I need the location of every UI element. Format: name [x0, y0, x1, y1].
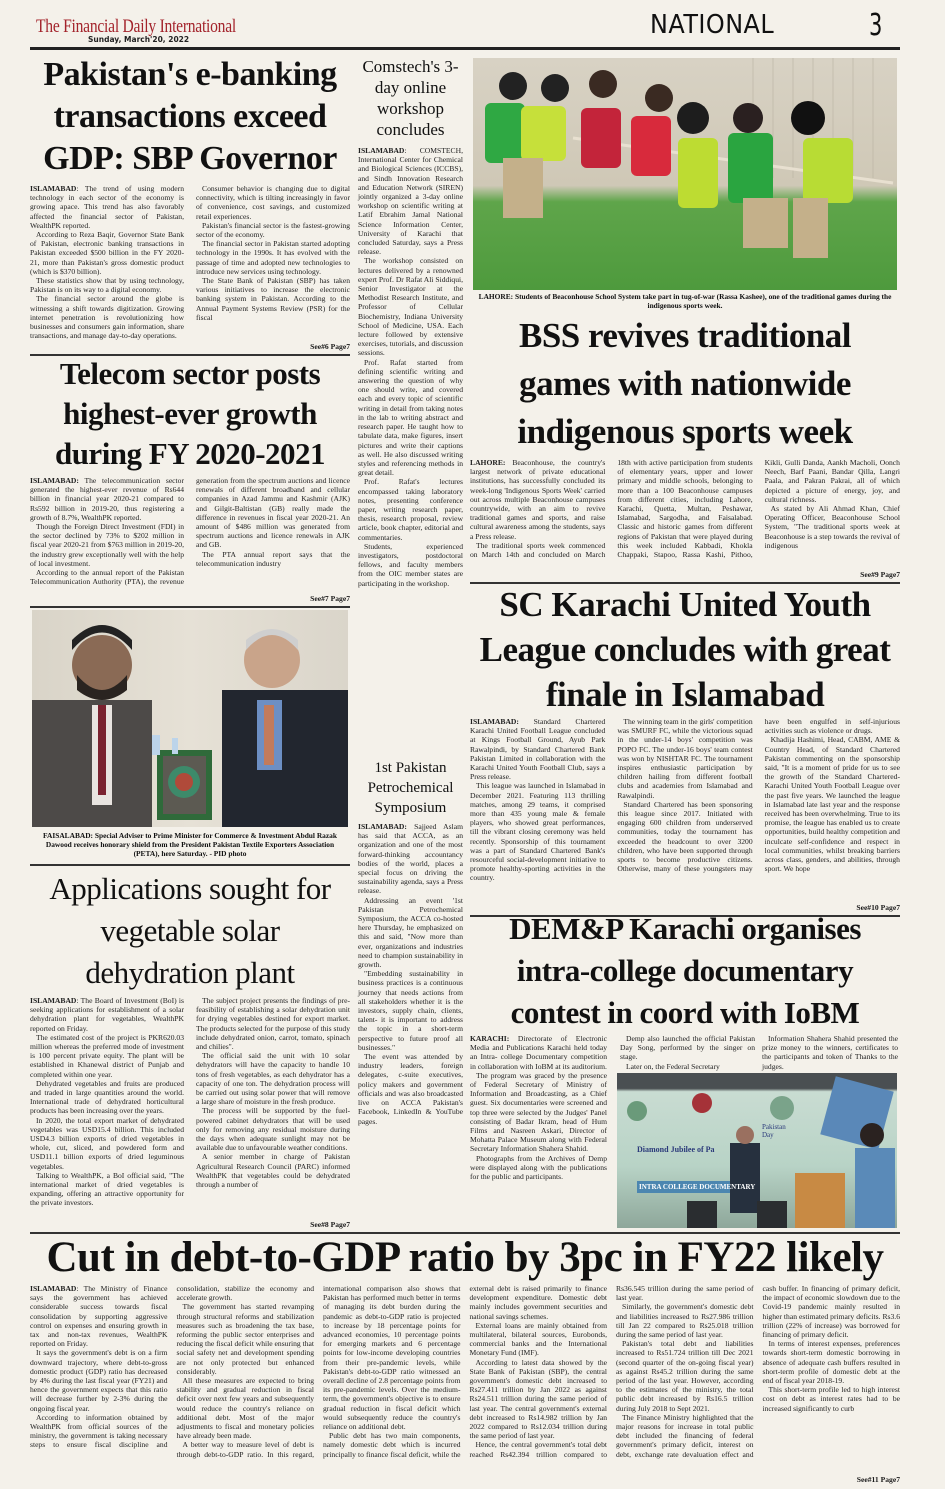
paragraph: According to information obtained by WealthPK from official sources of the ministry, the government is taking necessary steps to ensure fiscal discipline and consolidation, stabilize the economy and accelerate growth.: [30, 1284, 314, 1450]
bss-photo: [473, 58, 897, 290]
masthead-date: Sunday, March'20, 2022: [88, 35, 190, 44]
headline: DEM&P Karachi organises intra-college documentary contest in coord with IoBM: [509, 911, 861, 1030]
paragraph: In 2020, the total export market of dehydrated vegetables was USD15.4 billion. This included USD4.3 billion exports of dried vegetables in whole, cut, sliced, and powdered form and USD11.1 billion exports of dried leguminous vegetables.: [30, 1115, 184, 1171]
paragraph: Pakistan's total debt and liabilities increased to Rs51.724 trillion till Dec 2021 (second quarter of the on-going fiscal year) as against Rs45.2 trillion during the same period of the last year. However, according to the estimates of the ministry, the total public debt increased by Rs16.5 trillion during July 2018 to Sept 2021.: [616, 1339, 754, 1413]
paragraph: ISLAMABAD: Sajjeed Aslam has said that ACCA, as an organization and one of the most forward-thinking accountancy bodies of the world, places a special focus on driving the sustainability agenda, says a Press release.: [358, 822, 463, 896]
paragraph: ISLAMABAD: The Board of Investment (BoI) is seeking applications for establishment of a solar dehydration plant for vegetables, WealthPK reported on Friday.: [30, 996, 184, 1033]
paragraph: As stated by Ali Ahmad Khan, Chief Operating Officer, Beaconhouse School System, "The traditional sports week at Beaconhouse is a step towards the revival of indigenous: [764, 504, 900, 550]
dateline: ISLAMABAD: [30, 996, 77, 1005]
paragraph: Pakistan's financial sector is the fastest-growing sector of the economy.: [196, 220, 350, 240]
continued-link[interactable]: See#6 Page7: [310, 342, 350, 351]
paragraph: The winning team in the girls' competition was SMURF FC, while the victorious squad in the under-14 boys' competition was POPO FC. The under-16 boys' team contest was won by NISHTAR FC. The tournament inspires enthusiastic participation by children hailing from different football clubs and academies from Islamabad and Rawalpindi.: [617, 717, 753, 800]
paragraph: The program was graced by the presence of Federal Secretary of Ministry of Information and Broadcasting, as a Chief guest. Six documentaries were screened and top three were selected by the Judges' Panel consisting of Badar Ikram, head of Hum Films and Nasreen Askari, Director of Mohatta Palace Museum along with Federal Secretary Information Shahera Shahid.: [470, 1070, 607, 1154]
paragraph: It says the government's debt is on a firm downward trajectory, where debt-to-gross domestic product (GDP) ratio has decreased by 4% during the last fiscal year (FY21) and hence the government expects that this ratio will decrease further by 2-3% during the ongoing fiscal year.: [30, 1348, 168, 1413]
paragraph: Consumer behavior is changing due to digital connectivity, which is tilting increasingly in favor of convenience, cost savings, and customized retail experiences.: [196, 184, 350, 221]
photo-illustration: [32, 610, 348, 827]
article-body: [30, 1284, 900, 1477]
paragraph: ISLAMABAD: The Ministry of Finance says the government has achieved considerable success towards fiscal consolidation by supporting aggressive control on expenses and ensuring growth in tax and non-tax revenues, WealthPK reported on Friday.: [30, 1284, 168, 1349]
paragraph: The subject project presents the findings of pre-feasibility of establishing a solar dehydration unit for drying vegetables destined for export market. The products selected for the purpose of this study include dehydrated onion, carrot, tomato, spinach and chilies".: [196, 996, 350, 1052]
paragraph: According to Reza Baqir, Governor State Bank of Pakistan, electronic banking transactions in Pakistan exceeded $500 billion in the FY 2020-21, more than Pakistan's gross domestic product (which is $370 billion).: [30, 230, 184, 276]
paragraph: These statistics show that by using technology, Pakistan is on its way to a digital economy.: [30, 276, 184, 295]
article-solar: [30, 868, 350, 1229]
article-body-col2: [620, 1034, 755, 1071]
dateline: ISLAMABAD: [358, 146, 405, 155]
paragraph: Hence, the central government's total debt reached Rs42.394 trillion compared to Rs36.545 trillion during the same period of last year.: [469, 1284, 754, 1459]
continued-link[interactable]: See#7 Page7: [310, 594, 350, 603]
masthead-rule: [30, 47, 900, 50]
photo-caption: LAHORE: Students of Beaconhouse School System take part in tug-of-war (Rassa Kashee), one of the traditional games during the indigenous sports week.: [478, 292, 892, 310]
dateline: ISLAMABAD:: [470, 717, 519, 726]
paragraph: ISLAMABAD: Standard Chartered Karachi United Football League concluded at Kings Football Ground, Ayub Park Rawalpindi, by Standard Chartered Bank Pakistan Limited in collaboration with the Karachi United Youth Football Club, says a Press release.: [470, 717, 606, 782]
paragraph: The State Bank of Pakistan (SBP) has taken various initiatives to increase the electronic banking system in Pakistan. According to the Annual Payment Systems Review (PSR) for the fiscal: [196, 276, 350, 322]
paragraph: ISLAMABAD: The trend of using modern technology in each sector of the economy is growing apace. This trend has also favorably affected the financial sector of Pakistan, WealthPK reported.: [30, 184, 184, 230]
paragraph: Demp also launched the official Pakistan Day Song, performed by the singer on stage.: [620, 1034, 755, 1062]
paragraph: The traditional sports week commenced on March 14th and concluded on March 18th with active participation from students of elementary years, upper and lower primary and middle schools, belonging to more than a 100 Beaconhouse campuses from different cities, including Lahore, Karachi, Quetta, Multan, Peshawar, Islamabad, Sargodha, and Faisalabad. Classic and historic games from different regions of Pakistan that were played during this week included Kabbadi, Khokla Chappaki, Stapoo, Rassa Kashi, Pithoo, Kikli, Gulli Danda, Aankh Macholi, Oonch Neech, Barf Paani, Bandar Qilla, Langri Paala, and Pakran Pakrai, all of which depicted a picture of energy, joy, and cultural richness.: [470, 458, 900, 560]
article-comstech: [358, 56, 463, 588]
paragraph: The estimated cost of the project is PKR620.03 million whereas the preferred mode of investment is 100 percent private equity. The plant will be established in Khanewal district of Punjab and completed within one year.: [30, 1032, 184, 1079]
banner-text: Pakistan Day: [762, 1123, 786, 1139]
continued-link[interactable]: See#11 Page7: [856, 1475, 900, 1484]
dateline: ISLAMABAD: [30, 1284, 77, 1293]
divider: [30, 606, 350, 608]
continued-link[interactable]: See#8 Page7: [310, 1220, 350, 1229]
article-sc-karachi: [470, 582, 900, 917]
dateline: ISLAMABAD:: [30, 476, 79, 485]
photo-caption: FAISALABAD: Special Adviser to Prime Minister for Commerce & Investment Abdul Razak Dawood receives honorary shield from the President Pakistan Textile Exporters Association (PETA), here Saturday. - PID photo: [43, 831, 337, 858]
paragraph: ISLAMABAD: The telecommunication sector generated the highest-ever revenue of Rs644 billion in financial year 2020-21 compared to Rs592 billion in 2019-20, thus registering a growth of 8.7%, WealthPK reported.: [30, 476, 184, 522]
paragraph: Information Shahera Shahid presented the prize money to the winners, certificates to the participants and token of Thanks to the judges.: [762, 1034, 898, 1071]
demp-photo: [617, 1073, 897, 1228]
article-ebanking: [30, 54, 350, 356]
paragraph: This short-term profile led to high interest cost on debt as interest rates had to be increased significantly to curb: [762, 1385, 900, 1413]
paragraph: Addressing an event '1st Pakistan Petrochemical Symposium, the ACCA co-hosted here Thursday, he emphasized on this and said, "Now more than ever, organizations and industries need to champion sustainability in growth.: [358, 895, 463, 970]
page-number: 3: [869, 8, 883, 43]
paragraph: Khadija Hashimi, Head, CABM, AME & Country Head, of Standard Chartered Pakistan commenting on the sponsorship said, "It is a moment of pride for us to see the growth of the Standard Chartered-Karachi United Youth Football League over the past five years. We launched the league in Islamabad late last year and the response received has been overwhelming. True to its promise, the league has enabled us to create opportunities, build healthy competition and inculcate self-confidence and respect in local communities, whilst breaking barriers across class, genders, and abilities, through sport. We hope: [764, 735, 900, 874]
paragraph: The government has started revamping through structural reforms and stabilization measures such as broadening the tax base, reforming the public sector enterprises and reducing the fiscal deficit while ensuring that social safety net and development spending are not only protected but enhanced considerably.: [176, 1302, 314, 1376]
article-petrochemical: [358, 758, 463, 1126]
article-telecom: [30, 354, 350, 608]
paragraph: The workshop consisted on lectures delivered by a renowned expert Prof. Dr Rafat Ali Siddiqui, Senior Investigator at the Methodist Research Institute, and Professor of Cellular Biochemistry, Indiana University School of Medicine, USA. Each lecture followed by extensive exercises, tutorials, and discussion sessions.: [358, 256, 463, 358]
article-demp: [470, 908, 900, 1034]
paragraph: KARACHI: Directorate of Electronic Media and Publications Karachi held today an Intra- college Documentary competition in collaboration with IoBM at its auditorium.: [470, 1034, 607, 1071]
paragraph: The official said the unit with 10 solar dehydrators will have the capacity to handle 10 tons of fresh vegetables, as each dehydrator has a capacity of one ton. The dehydration process will be carried out using solar power that will remove a large share of moisture in the fresh produce.: [196, 1051, 350, 1107]
article-body-col3: [762, 1034, 898, 1071]
article-body: [30, 184, 350, 342]
photo-illustration: [473, 58, 897, 290]
dateline: ISLAMABAD: [30, 184, 77, 193]
article-body: [470, 458, 900, 570]
paragraph: The Finance Ministry highlighted that the major reasons for increase in total public debt included the financing of federal government's primary deficit, interest on debt, exchange rate devaluation effect and cash buffer. In financing of primary deficit, the impact of economic slowdown due to the Covid-19 pandemic mainly resulted in higher than estimated primary deficits. Rs3.6 trillion (22% of increase) was borrowed for financing of primary deficit.: [616, 1284, 900, 1459]
headline: BSS revives traditional games with nationwide indigenous sports week: [517, 316, 853, 451]
paragraph: Students, experienced investigators, postdoctoral fellows, and faculty members from the OIC member states are participating in the workshop.: [358, 541, 463, 588]
paragraph: Standard Chartered has been sponsoring this league since 2017. Initiated with engaging 600 children from underserved communities, today the tournament has exceeded the headcount to over 3200 children, who have been supported through sports to become productive citizens. Otherwise, many of these youngsters may have been engulfed in self-injurious activities such as violence or drugs.: [617, 717, 900, 874]
faisalabad-photo: [32, 610, 348, 827]
paragraph: The process will be supported by the fuel-powered cabinet dehydrators that will be used only for removing any residual moisture during the days when adequate sunlight may not be available due to unfavourable weather conditions.: [196, 1106, 350, 1153]
masthead-title: The Financial Daily International: [36, 16, 236, 37]
paragraph: A better way to measure level of debt is through debt-to-GDP ratio. In this regard, international comparison also shows that Pakistan has performed much better in terms of managing its debt burden during the pandemic as debt-to-GDP ratio is projected to increase by 18 percentage points for advanced economies, 10 percentage points for emerging markets and 6 percentage points for low-income developing countries from their pre-pandemic levels, while Pakistan's debt-to-GDP ratio witnessed an overall decline of 2.8 percentage points from its pre-pandemic levels. Over the medium-term, the government's objective is to ensure gradual reduction in fiscal deficit which would subsequently reduce the country's reliance on additional debt.: [176, 1284, 461, 1459]
article-body: [358, 822, 463, 1126]
paragraph: Prof. Rafat's lectures encompassed taking laboratory notes, presenting conference paper, writing research paper, thesis, research proposal, review article, book chapter, editorial and commentaries.: [358, 477, 463, 542]
article-body: [470, 1034, 607, 1181]
paragraph: A senior member in charge of Pakistan Agricultural Research Council (PARC) informed WealthPK that vegetables could be dehydrated through a number of: [196, 1152, 350, 1190]
paragraph: Later on, the Federal Secretary: [626, 1061, 720, 1071]
paragraph: LAHORE: Beaconhouse, the country's largest network of private educational institutions, has successfully concluded its week-long 'Indigenous Sports Week' carried out across multiple Beaconhouse campuses countrywide, with an aim to revive traditional games and sports, and raise cultural awareness among the students, says a Press release.: [470, 458, 606, 541]
paragraph: Similarly, the government's domestic debt and liabilities increased to Rs27.986 trillion till Jan 22 compared to Rs25.018 trillion during the same period of last year.: [616, 1302, 754, 1340]
dateline: LAHORE:: [470, 458, 506, 467]
continued-link[interactable]: See#9 Page7: [860, 570, 900, 579]
dateline: KARACHI:: [470, 1034, 510, 1043]
article-body: [30, 996, 350, 1218]
paragraph: Prof. Rafat started from defining scientific writing and answering the question of why one should write, and covered each and every topic of scientific writing in detail from taking notes in the lab to writing abstract and research paper. He taught how to tabulate data, make figures, insert pictures and write their captions as well. He also discussed writing styles and referencing methods in great detail.: [358, 357, 463, 478]
article-body: [470, 717, 900, 903]
banner-text: Diamond Jubilee of Pa: [637, 1145, 715, 1154]
continued-link[interactable]: See#10 Page7: [856, 903, 900, 912]
article-body: [358, 146, 463, 588]
headline: SC Karachi United Youth League concludes with great finale in Islamabad: [479, 585, 891, 714]
paragraph: In terms of interest expenses, preferences towards short-term domestic borrowing in absence of adequate cash buffers resulted in short-term profile of domestic debt at the end of fiscal year 2018-19.: [762, 1339, 900, 1386]
paragraph: Talking to WealthPK, a BoI official said, "The international market of dried vegetables is expanding, offering an attractive opportunity for the private investors.: [30, 1170, 184, 1208]
headline: Pakistan's e-banking transactions exceed GDP: SBP Governor: [43, 56, 337, 177]
paragraph: The financial sector around the globe is witnessing a shift towards digitization. Growing internet penetration is revolutionizing how businesses and consumers gain information, share transactions, and manage day-to-day operations.: [30, 294, 184, 341]
headline: Comstech's 3-day online workshop concludes: [362, 57, 459, 139]
paragraph: Photographs from the Archives of Demp were displayed along with the publications for the public and participants.: [470, 1153, 607, 1182]
paragraph: According to latest data showed by the State Bank of Pakistan (SBP), the central government's domestic debt increased to Rs27.411 trillion by Jan 2022 as against Rs24.511 trillion during the same period of last year. The central government's external debt increased to Rs14.982 trillion by Jan 2022 compared to Rs12.034 trillion during the same period of last year.: [469, 1357, 607, 1441]
paragraph: ISLAMABAD: COMSTECH, International Center for Chemical and Biological Sciences (ICCBS), and Sindh Innovation Research and Education Network (SIREN) jointly organized a 3-day online workshop on scientific writing at Latif Ebrahim Jamal National Science Information Center, University of Karachi that concluded Saturday, says a Press release.: [358, 146, 463, 257]
headline: Cut in debt-to-GDP ratio by 3pc in FY22 likely: [46, 1234, 884, 1281]
paragraph: The PTA annual report says that the telecommunication industry: [196, 549, 350, 568]
dateline: ISLAMABAD:: [358, 822, 407, 831]
headline: Telecom sector posts highest-ever growth during FY 2020-2021: [54, 356, 326, 471]
article-debt: [30, 1234, 900, 1484]
paragraph: Public debt has two main components, namely domestic debt which is incurred principally to finance fiscal deficit, while the external debt is raised primarily to finance development expenditure. Domestic debt mainly includes government securities and national savings schemes.: [323, 1284, 607, 1459]
section-name: NATIONAL: [650, 10, 775, 40]
paragraph: "Embedding sustainability in business practices is a continuous journey that needs actions from all stakeholders whether it is the investors, supply chain, clients, talent- it is important to address the topic in a short-term perspective to future proof all businesses.": [358, 969, 463, 1052]
paragraph: This league was launched in Islamabad in December 2021. Featuring 113 thrilling matches, among 29 teams, it comprised more than 435 young male & female players, who showed great performances, till the vibrant closing ceremony was held recently. Sponsorship of this tournament was a part of Standard Chartered Bank's resourceful social-development initiative to promote healthy-sporting activities in the country.: [470, 781, 606, 883]
article-body: [30, 476, 350, 594]
paragraph: According to the annual report of the Pakistan Telecommunication Authority (PTA), the revenue generation from the spectrum auctions and licence renewals of different broadband and cellular companies in Azad Jammu and Kashmir (AJK) and Gilgit-Baltistan (GB) really made the difference in revenues in fiscal year 2020-21. An amount of $486 million was generated from spectrum auctions and licence renewals in AJK and GB.: [30, 476, 350, 587]
paragraph: Though the Foreign Direct Investment (FDI) in the sector declined by 73% to $202 million in fiscal year 2020-21 from $763 million in 2019-20, the industry grew exceptionally well with the help of local investment.: [30, 522, 184, 568]
headline: 1st Pakistan Petrochemical Symposium: [367, 760, 454, 816]
headline: Applications sought for vegetable solar dehydration plant: [49, 871, 331, 990]
paragraph: The financial sector in Pakistan started adopting technology in the 1990s. It has evolved with the passage of time and adopted new technologies to introduce new services using technology.: [196, 239, 350, 276]
paragraph: All these measures are expected to bring stability and gradual reduction in fiscal deficit over next few years and subsequently would reduce the country's reliance on additional debt. Most of the major adjustments to fiscal and monetary policies have already been made.: [176, 1376, 314, 1441]
divider: [30, 864, 350, 866]
banner-text: INTRA COLLEGE DOCUMENTARY: [639, 1183, 756, 1191]
article-bss: [470, 312, 900, 584]
paragraph: The event was attended by industry leaders, foreign delegates, c-suite executives, policy makers and government officials and was also broadcasted live on ACCA Pakistan's Facebook, LinkedIn & YouTube pages.: [358, 1052, 463, 1126]
paragraph: Dehydrated vegetables and fruits are produced and traded in large quantities around the world. International trade of dehydrated horticultural products has been increasing over the years.: [30, 1078, 184, 1116]
paragraph: External loans are mainly obtained from multilateral, bilateral sources, Eurobonds, commercial banks and the International Monetary Fund (IMF).: [469, 1320, 607, 1358]
